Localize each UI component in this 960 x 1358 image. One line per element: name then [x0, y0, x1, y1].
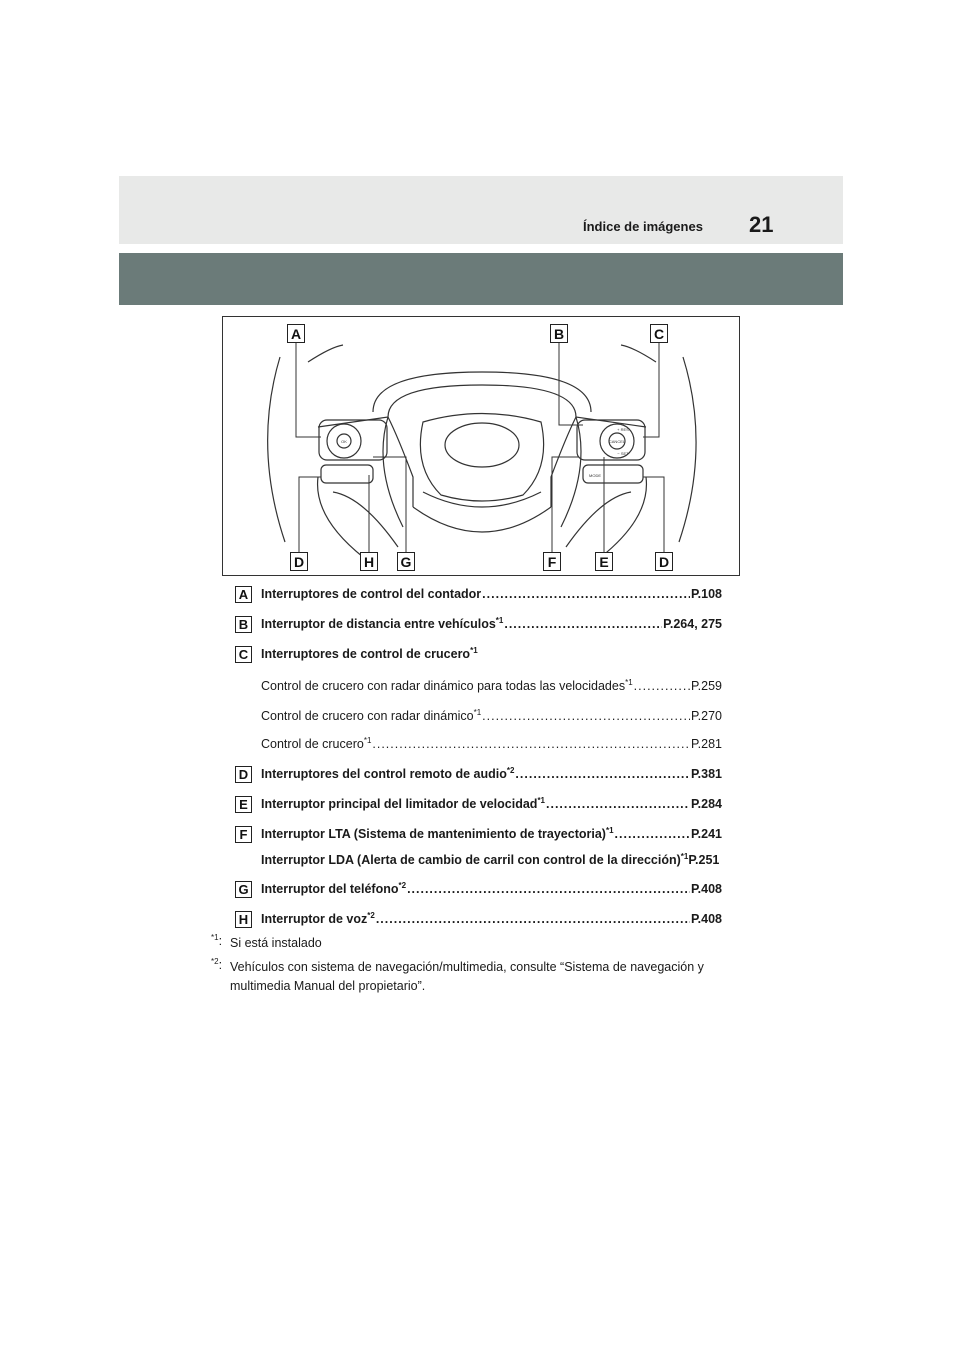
page-ref: P.270 — [690, 709, 722, 723]
key-box: C — [235, 646, 252, 663]
page-ref: P.408 — [690, 882, 722, 896]
leader-f — [552, 457, 579, 555]
ok-switch-label: OK — [341, 439, 347, 444]
entry-text: Interruptor principal del limitador de velocidad — [261, 797, 538, 811]
callout-c: C — [650, 324, 668, 343]
dot-leader — [546, 797, 690, 811]
footnote-ref: *1 — [680, 852, 689, 861]
steering-wheel-drawing — [223, 317, 741, 577]
callout-e: E — [595, 552, 613, 571]
footnote-ref: *2 — [367, 911, 375, 920]
page-ref: P.108 — [690, 587, 722, 601]
emblem-oval — [445, 423, 519, 467]
footnote-1: $^{*1}$: Si está instalado — [211, 934, 765, 953]
key-box: H — [235, 911, 252, 928]
entry-text: Interruptor LTA (Sistema de mantenimiento de trayectoria) — [261, 827, 606, 841]
dot-leader — [482, 587, 690, 601]
entry-text: Interruptor de voz — [261, 912, 368, 926]
dot-leader — [615, 827, 690, 841]
section-title: Índice de imágenes — [583, 219, 703, 234]
page-ref: P.251 — [688, 853, 720, 867]
page-ref: P.381 — [690, 767, 722, 781]
callout-b: B — [550, 324, 568, 343]
leader-g — [373, 457, 406, 555]
cancel-switch-label: CANCEL — [608, 439, 626, 444]
dot-leader — [376, 912, 690, 926]
entry-text: Control de crucero — [261, 737, 364, 751]
header-rule — [119, 244, 843, 246]
footnote-ref: *1 — [363, 736, 372, 745]
footnote-mark: *1 — [211, 933, 219, 942]
steering-wheel-figure — [222, 316, 740, 576]
callout-a: A — [287, 324, 305, 343]
dot-leader — [482, 709, 690, 723]
page-ref: P.241 — [690, 827, 722, 841]
page-ref: P.259 — [690, 679, 722, 693]
dot-leader — [634, 679, 690, 693]
dot-leader — [515, 767, 690, 781]
footnote-text: Si está instalado — [230, 936, 322, 950]
key-box: E — [235, 796, 252, 813]
footnote-text: Vehículos con sistema de navegación/multimedia, consulte “Sistema de navegación y multimedia Manual del propietario”. — [230, 960, 704, 993]
entry-text: Control de crucero con radar dinámico — [261, 709, 474, 723]
callout-g: G — [397, 552, 415, 571]
entry-text: Interruptores de control del contador — [261, 587, 482, 601]
wheel-rim-top — [373, 372, 591, 412]
res-switch-label: + RES — [617, 427, 629, 432]
callout-h: H — [360, 552, 378, 571]
page-ref: P.284 — [690, 797, 722, 811]
footnote-2: $^{*2}$: Vehículos con sistema de navegación/multimedia, consulte “Sistema de navegación y multimedia Manual del propietario”. — [211, 958, 765, 996]
dark-band — [119, 253, 843, 305]
footnote-ref: *1 — [625, 678, 633, 687]
header-band — [119, 176, 843, 244]
page-ref: P.408 — [690, 912, 722, 926]
footnote-mark: *2 — [211, 957, 219, 966]
entry-text: Interruptor de distancia entre vehículos — [261, 617, 496, 631]
set-switch-label: − SET — [617, 451, 629, 456]
footnote-ref: *2 — [506, 766, 515, 775]
page-ref: P.281 — [690, 737, 722, 751]
entry-text: Interruptores del control remoto de audio — [261, 767, 507, 781]
callout-d-left: D — [290, 552, 308, 571]
footnote-ref: *1 — [495, 616, 504, 625]
dot-leader — [504, 617, 662, 631]
footnote-ref: *1 — [473, 708, 482, 717]
footnote-ref: *1 — [470, 646, 478, 655]
entry-text: Interruptor del teléfono — [261, 882, 399, 896]
dot-leader — [407, 882, 690, 896]
key-box: D — [235, 766, 252, 783]
leader-a — [296, 340, 321, 437]
footnote-ref: *2 — [398, 881, 407, 890]
key-box: A — [235, 586, 252, 603]
footnote-ref: *1 — [605, 826, 614, 835]
entry-text: Interruptores de control de crucero — [261, 647, 471, 661]
key-box: F — [235, 826, 252, 843]
right-outer-arc — [679, 357, 696, 542]
callout-f: F — [543, 552, 561, 571]
dot-leader — [372, 737, 690, 751]
page-ref: P.264, 275 — [663, 617, 722, 631]
entry-text: Control de crucero con radar dinámico para todas las velocidades — [261, 679, 626, 693]
page-number: 21 — [749, 212, 774, 237]
key-box: B — [235, 616, 252, 633]
entry-text: Interruptor LDA (Alerta de cambio de carril con control de la dirección) — [261, 853, 681, 867]
mode-switch-label: MODE — [589, 473, 601, 478]
left-outer-arc — [268, 357, 285, 542]
leader-b — [559, 340, 583, 425]
footnote-ref: *1 — [537, 796, 545, 805]
callout-d-right: D — [655, 552, 673, 571]
key-box: G — [235, 881, 252, 898]
leader-c — [643, 340, 659, 437]
